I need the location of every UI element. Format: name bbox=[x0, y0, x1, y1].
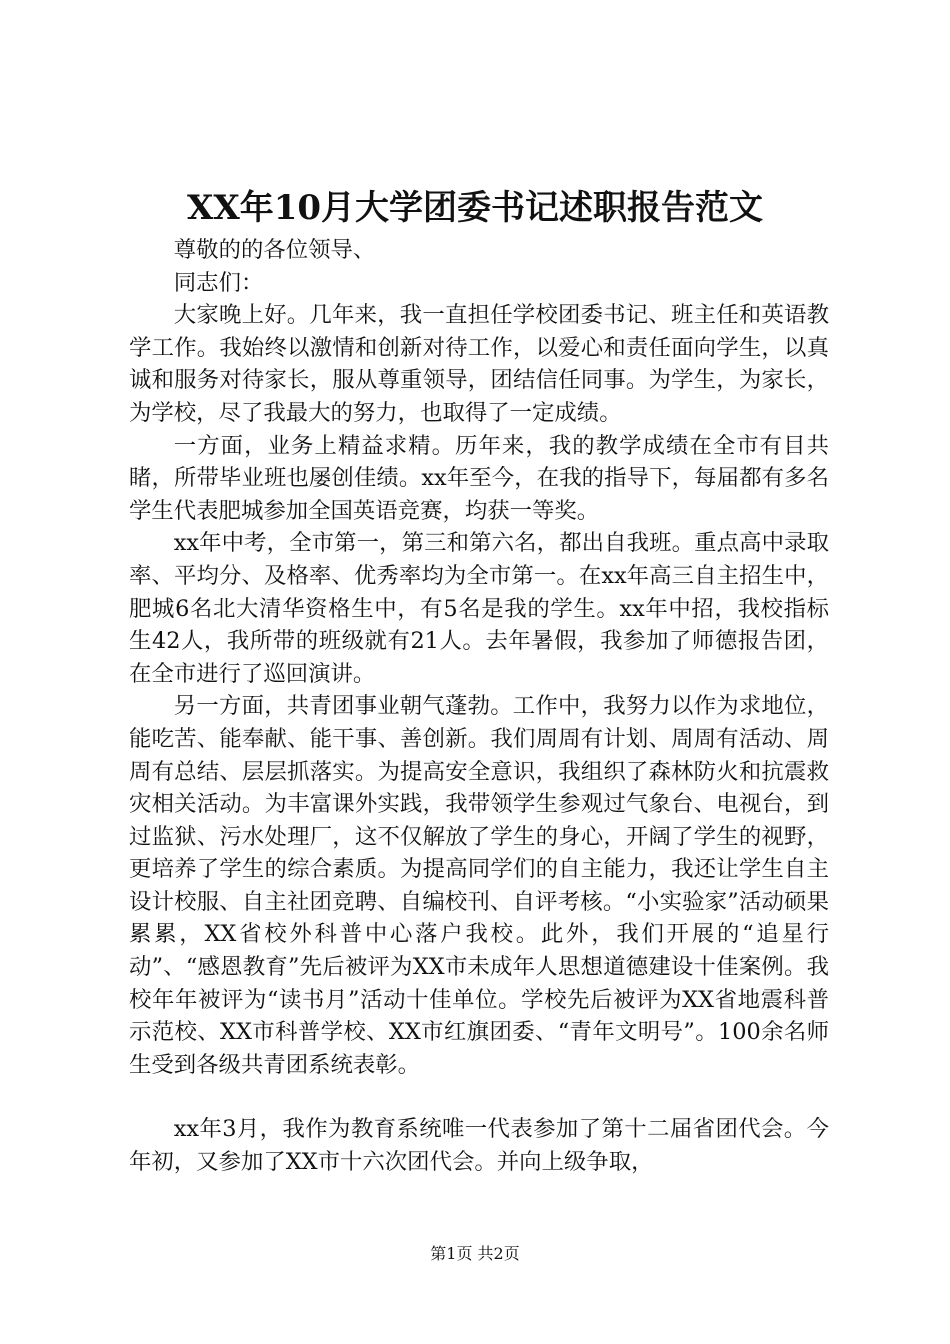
paragraph-league-work: 另一方面，共青团事业朝气蓬勃。工作中，我努力以作为求地位，能吃苦、能奉献、能干事、善创新。我们周周有计划、周周有活动、周周有总结、层层抓落实。为提高安全意识，我组织了森林防火和抗震救灾相关活动。为丰富课外实践，我带领学生参观过气象台、电视台，到过监狱、污水处理厂，这不仅解放了学生的身心，开阔了学生的视野，更培养了学生的综合素质。为提高同学们的自主能力，我还让学生自主设计校服、自主社团竞聘、自编校刊、自评考核。“小实验家”活动硕果累累，XX省校外科普中心落户我校。此外，我们开展的“追星行动”、“感恩教育”先后被评为XX市未成年人思想道德建设十佳案例。我校年年被评为“读书月”活动十佳单位。学校先后被评为XX省地震科普示范校、XX市科普学校、XX市红旗团委、“青年文明号”。100余名师生受到各级共青团系统表彰。 bbox=[129, 693, 829, 1078]
paragraph-intro: 大家晚上好。几年来，我一直担任学校团委书记、班主任和英语教学工作。我始终以激情和创新对待工作，以爱心和责任面向学生，以真诚和服务对待家长，服从尊重领导，团结信任同事。为学生，为家长，为学校，尽了我最大的努力，也取得了一定成绩。 bbox=[129, 302, 829, 426]
paragraph-results: xx年中考，全市第一，第三和第六名，都出自我班。重点高中录取率、平均分、及格率、优秀率均为全市第一。在xx年高三自主招生中，肥城6名北大清华资格生中，有5名是我的学生。xx年中招，我校指标生42人，我所带的班级就有21人。去年暑假，我参加了师德报告团，在全市进行了巡回演讲。 bbox=[129, 530, 829, 687]
paragraph-teaching: 一方面，业务上精益求精。历年来，我的教学成绩在全市有目共睹，所带毕业班也屡创佳绩。xx年至今，在我的指导下，每届都有多名学生代表肥城参加全国英语竞赛，均获一等奖。 bbox=[129, 432, 829, 524]
document-title: XX年10月大学团委书记述职报告范文 bbox=[186, 188, 764, 228]
document-body bbox=[129, 234, 829, 1179]
page-footer: 第1页 共2页 bbox=[430, 1244, 520, 1263]
paragraph-congress: xx年3月，我作为教育系统唯一代表参加了第十二届省团代会。今年初，又参加了XX市十六次团代会。并向上级争取， bbox=[129, 1116, 829, 1176]
paragraph-salutation-1: 尊敬的的各位领导、 bbox=[173, 237, 376, 263]
paragraph-salutation-2: 同志们： bbox=[173, 269, 264, 296]
